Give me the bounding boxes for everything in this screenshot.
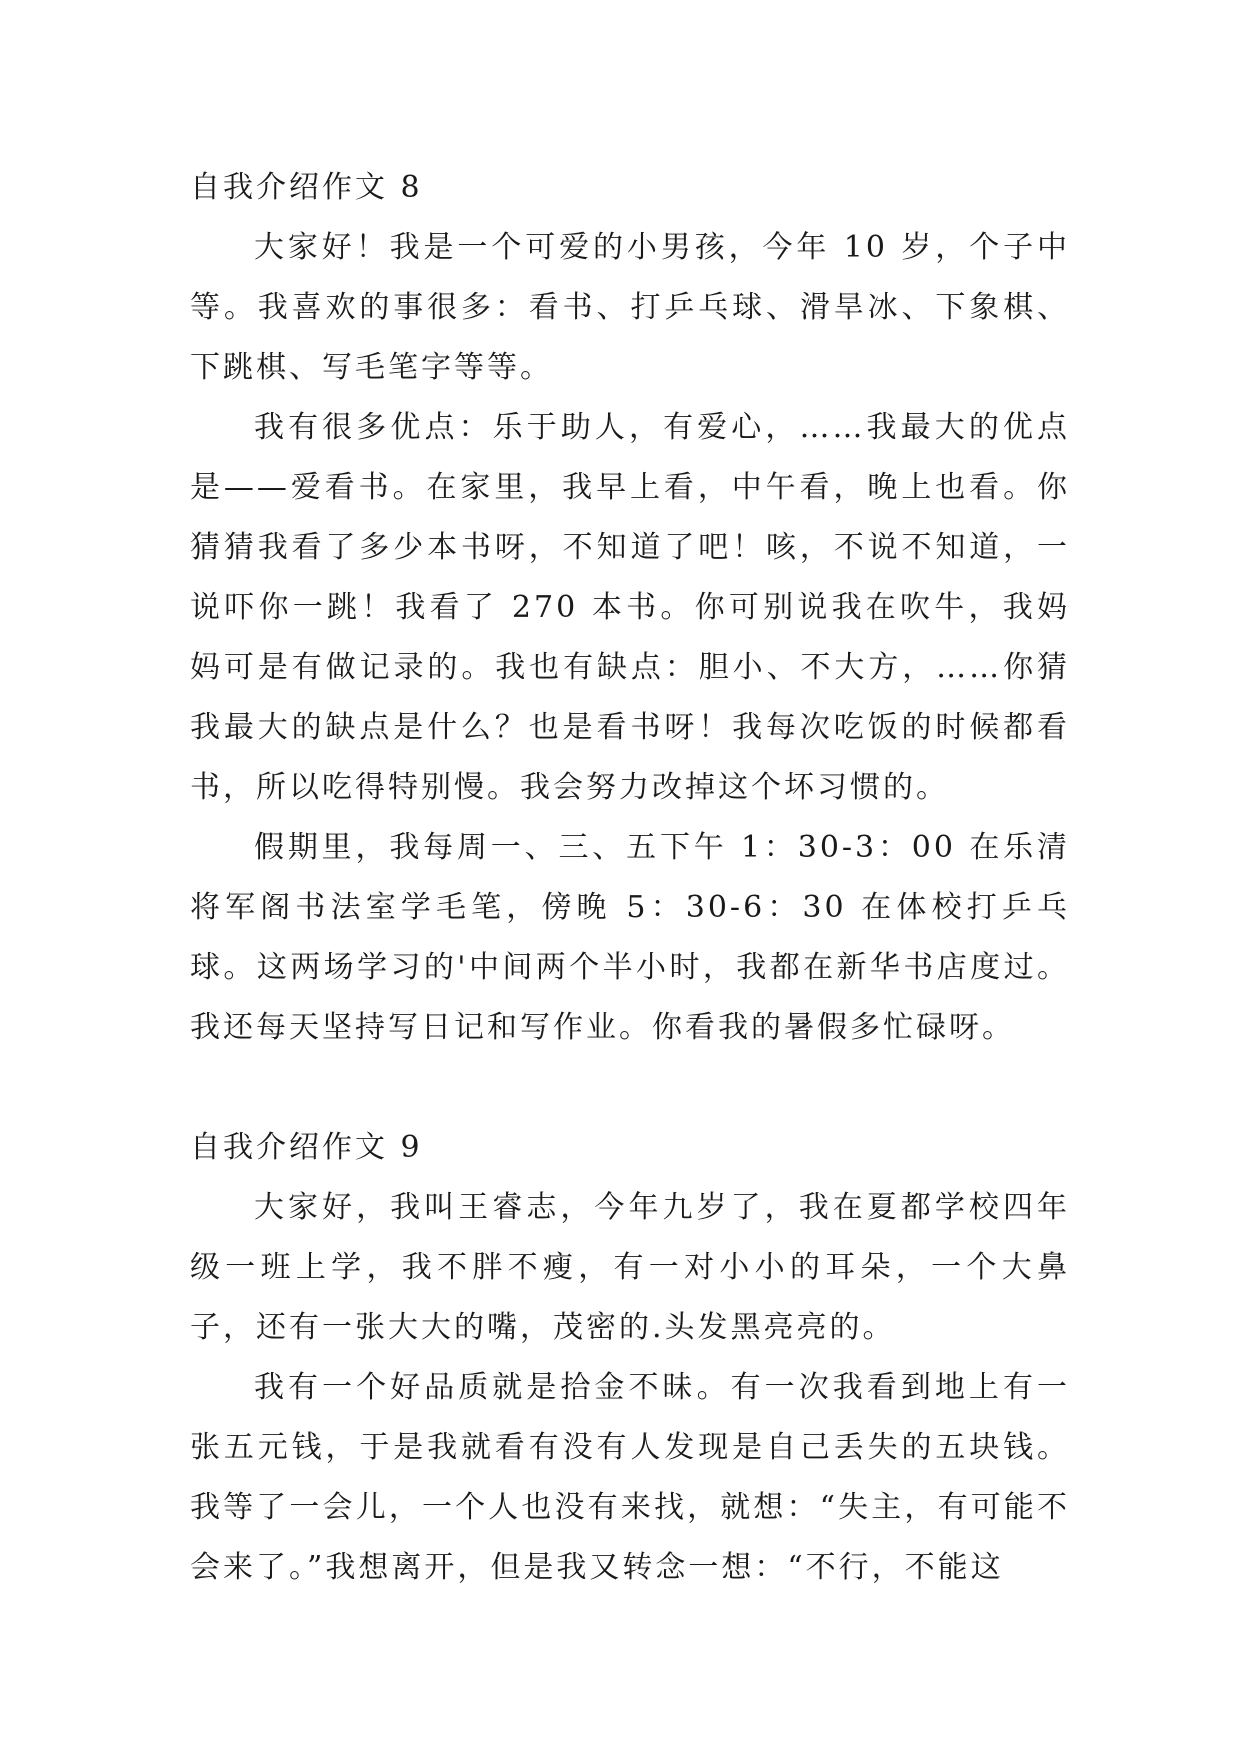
paragraph: 大家好！我是一个可爱的小男孩，今年 10 岁，个子中等。我喜欢的事很多：看书、打乒乓球、滑旱冰、下象棋、下跳棋、写毛笔字等等。 — [190, 230, 1070, 385]
section-title-8: 自我介绍作文 8 — [190, 170, 423, 205]
paragraph: 假期里，我每周一、三、五下午 1：30-3：00 在乐清将军阁书法室学毛笔，傍晚 5：30-6：30 在体校打乒乓球。这两场学习的'中间两个半小时，我都在新华书店度过。我还每天坚持写日记和写作业。你看我的暑假多忙碌呀。 — [190, 830, 1070, 1045]
paragraph: 我有一个好品质就是拾金不昧。有一次我看到地上有一张五元钱，于是我就看有没有人发现是自己丢失的五块钱。我等了一会儿，一个人也没有来找，就想：“失主，有可能不会来了。”我想离开，但是我又转念一想：“不行，不能这 — [190, 1370, 1070, 1585]
section-spacer — [190, 1058, 1070, 1118]
section-title-9: 自我介绍作文 9 — [190, 1130, 423, 1165]
paragraph: 我有很多优点：乐于助人，有爱心，……我最大的优点是——爱看书。在家里，我早上看，中午看，晚上也看。你猜猜我看了多少本书呀，不知道了吧！咳，不说不知道，一说吓你一跳！我看了 270 本书。你可别说我在吹牛，我妈妈可是有做记录的。我也有缺点：胆小、不大方，……你猜我最大的缺点是什么？也是看书呀！我每次吃饭的时候都看书，所以吃得特别慢。我会努力改掉这个坏习惯的。 — [190, 410, 1070, 805]
paragraph: 大家好，我叫王睿志，今年九岁了，我在夏都学校四年级一班上学，我不胖不瘦，有一对小小的耳朵，一个大鼻子，还有一张大大的嘴，茂密的.头发黑亮亮的。 — [190, 1190, 1070, 1345]
document-body — [190, 158, 1070, 1598]
